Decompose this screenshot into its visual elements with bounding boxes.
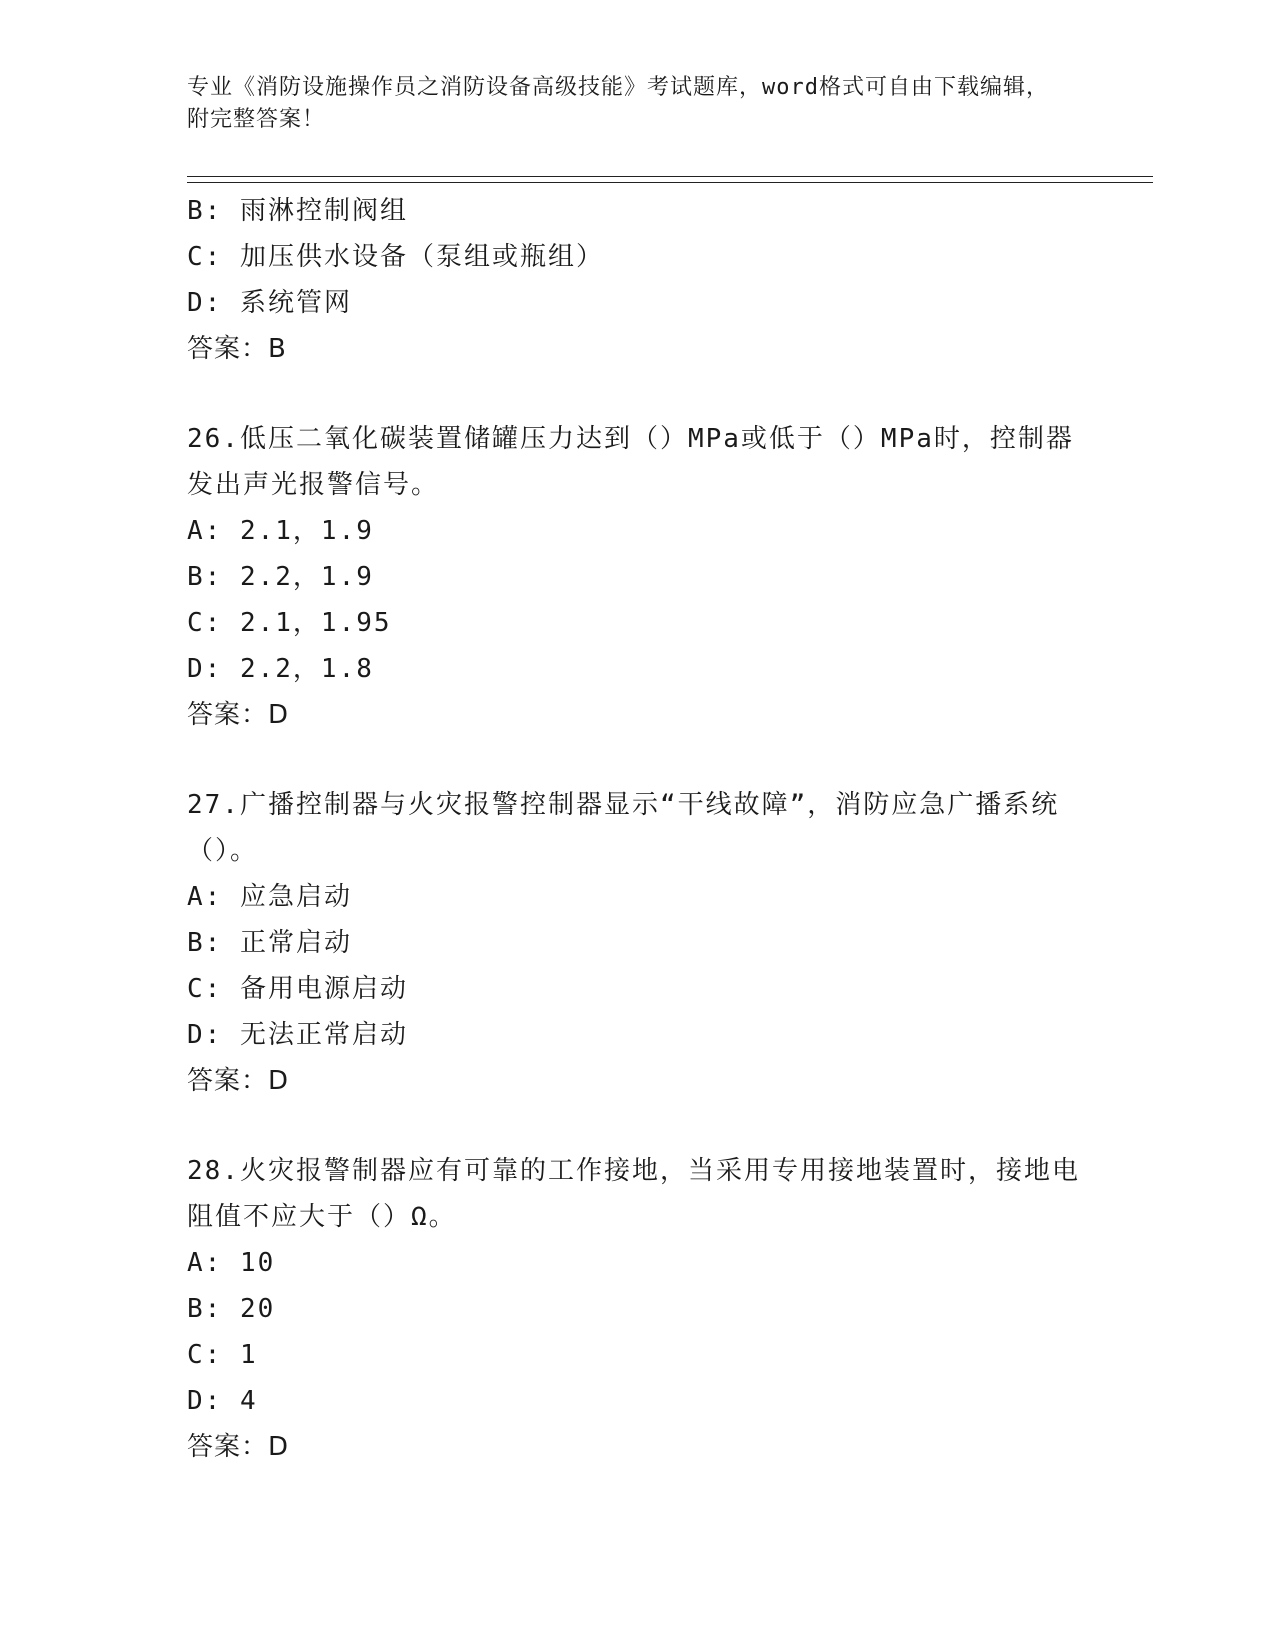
- answer-line: 答案：D: [187, 1066, 290, 1096]
- option-c: C: 1: [187, 1340, 258, 1370]
- option-b: B: 正常启动: [187, 928, 352, 958]
- option-b: B: 2.2，1.9: [187, 562, 374, 592]
- answer-line: 答案：B: [187, 334, 287, 364]
- option-d: D: 系统管网: [187, 288, 352, 318]
- option-a: A: 10: [187, 1248, 276, 1278]
- option-d: D: 无法正常启动: [187, 1020, 408, 1050]
- answer-line: 答案：D: [187, 700, 290, 730]
- question-list: [187, 188, 1087, 1470]
- question-text: 27.广播控制器与火灾报警控制器显示“干线故障”，消防应急广播系统（）。: [187, 790, 1060, 866]
- question-fragment: [187, 188, 1087, 372]
- option-a: A: 应急启动: [187, 882, 352, 912]
- option-d: D: 2.2，1.8: [187, 654, 374, 684]
- question-27: [187, 782, 1087, 1104]
- question-text: 26.低压二氧化碳装置储罐压力达到（）MPa或低于（）MPa时，控制器发出声光报警信号。: [187, 424, 1074, 500]
- question-28: [187, 1148, 1087, 1470]
- header-divider-bottom: [187, 182, 1153, 183]
- answer-line: 答案：D: [187, 1432, 290, 1462]
- option-b: B: 雨淋控制阀组: [187, 196, 408, 226]
- question-text: 28.火灾报警制器应有可靠的工作接地，当采用专用接地装置时，接地电阻值不应大于（）Ω。: [187, 1156, 1080, 1232]
- option-b: B: 20: [187, 1294, 276, 1324]
- question-26: [187, 416, 1087, 738]
- option-a: A: 2.1，1.9: [187, 516, 374, 546]
- option-d: D: 4: [187, 1386, 258, 1416]
- option-c: C: 加压供水设备（泵组或瓶组）: [187, 242, 604, 272]
- option-c: C: 2.1，1.95: [187, 608, 392, 638]
- option-c: C: 备用电源启动: [187, 974, 408, 1004]
- header-divider-top: [187, 176, 1153, 177]
- document-header: 专业《消防设施操作员之消防设备高级技能》考试题库，word格式可自由下载编辑，附完整答案！: [187, 75, 1049, 132]
